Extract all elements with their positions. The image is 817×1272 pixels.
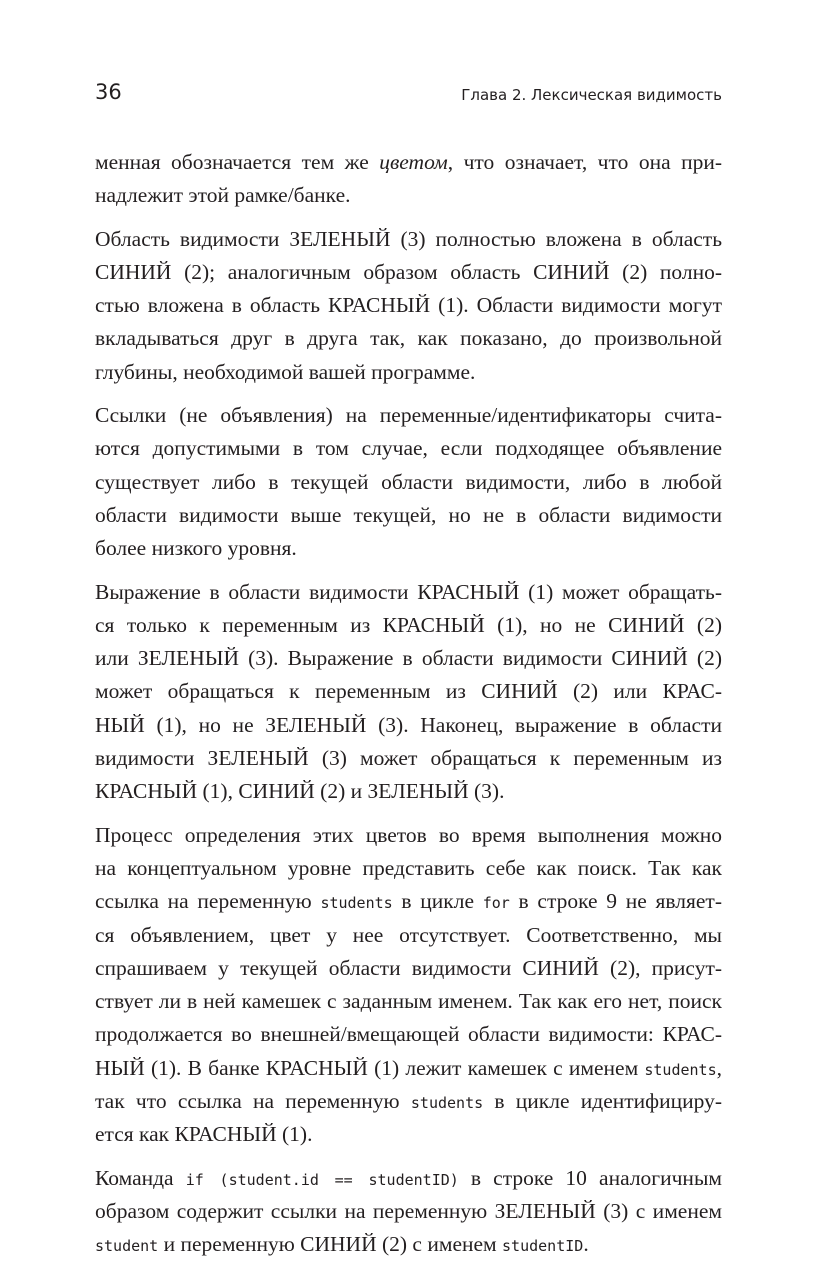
paragraph — [95, 399, 722, 565]
text-line — [95, 322, 722, 355]
text-segment: более низкого уровня. — [95, 536, 297, 561]
text-line — [95, 642, 722, 675]
text-line — [95, 985, 722, 1018]
text-segment: в цикле идентифициру- — [483, 1089, 723, 1114]
text-line — [95, 223, 722, 256]
text-segment: ются допустимыми в том случае, если подходящее объявление — [95, 436, 722, 461]
text-line — [95, 1228, 722, 1261]
paragraph — [95, 1162, 722, 1262]
text-segment: НЫЙ (1). В банке КРАСНЫЙ (1) лежит камешек с именем — [95, 1055, 645, 1080]
text-segment: ся объявлением, цвет у нее отсутствует. Соответственно, мы — [95, 922, 722, 947]
text-segment: надлежит этой рамке/банке. — [95, 183, 351, 208]
emphasis: цветом — [379, 150, 448, 174]
text-segment: КРАСНЫЙ (1), СИНИЙ (2) и ЗЕЛЕНЫЙ (3). — [95, 779, 505, 804]
text-segment: в строке 10 аналогичным — [458, 1165, 722, 1190]
page-body — [95, 146, 722, 1272]
text-line — [95, 466, 722, 499]
paragraph — [95, 146, 722, 213]
text-segment: ся только к переменным из КРАСНЫЙ (1), но не СИНИЙ (2) — [95, 612, 722, 637]
text-segment: спрашиваем у текущей области видимости СИНИЙ (2), присут- — [95, 955, 722, 980]
text-line — [95, 1085, 722, 1118]
text-line — [95, 852, 722, 885]
inline-code: students — [320, 894, 393, 913]
text-segment: , что означает, что она при- — [447, 150, 722, 174]
text-segment: НЫЙ (1), но не ЗЕЛЕНЫЙ (3). Наконец, выражение в области — [95, 712, 722, 737]
inline-code: student — [95, 1237, 159, 1256]
text-line — [95, 885, 722, 918]
text-line — [95, 356, 722, 389]
text-line — [95, 1118, 722, 1151]
text-segment: так что ссылка на переменную — [95, 1089, 411, 1114]
text-line — [95, 675, 722, 708]
text-segment: . — [583, 1232, 589, 1257]
text-line — [95, 576, 722, 609]
text-line — [95, 399, 722, 432]
text-line — [95, 256, 722, 289]
text-line — [95, 819, 722, 852]
text-segment: в строке 9 не являет- — [509, 889, 722, 914]
text-line — [95, 179, 722, 212]
text-segment: менная обозначается тем же — [95, 150, 380, 174]
text-segment: области видимости выше текущей, но не в области видимости — [95, 502, 722, 527]
text-line — [95, 709, 722, 742]
text-segment: продолжается во внешней/вмещающей области видимости: КРАС- — [95, 1022, 722, 1047]
inline-code: students — [644, 1060, 717, 1079]
text-line — [95, 609, 722, 642]
text-segment: или ЗЕЛЕНЫЙ (3). Выражение в области видимости СИНИЙ (2) — [95, 646, 722, 671]
page-number: 36 — [95, 80, 122, 104]
text-segment: Команда — [95, 1165, 186, 1190]
inline-code: studentID — [502, 1237, 584, 1256]
text-segment: Область видимости ЗЕЛЕНЫЙ (3) полностью вложена в область — [95, 226, 722, 251]
text-segment: в цикле — [392, 889, 483, 914]
text-segment: может обращаться к переменным из СИНИЙ (2) или КРАС- — [95, 679, 722, 704]
paragraph — [95, 223, 722, 389]
running-title: Глава 2. Лексическая видимость — [461, 86, 722, 104]
text-segment: глубины, необходимой вашей программе. — [95, 359, 476, 384]
text-segment: СИНИЙ (2); аналогичным образом область СИНИЙ (2) полно- — [95, 259, 722, 284]
text-segment: и переменную СИНИЙ (2) с именем — [158, 1232, 503, 1257]
text-segment: на концептуальном уровне представить себе как поиск. Так как — [95, 855, 722, 880]
text-line — [95, 1162, 722, 1195]
text-segment: Выражение в области видимости КРАСНЫЙ (1) может обращать- — [95, 579, 722, 604]
text-line — [95, 1018, 722, 1051]
text-segment: образом содержит ссылки на переменную ЗЕЛЕНЫЙ (3) с именем — [95, 1198, 722, 1223]
text-line — [95, 742, 722, 775]
text-segment: ствует ли в ней камешек с заданным именем. Так как его нет, поиск — [95, 989, 722, 1014]
text-line — [95, 499, 722, 532]
paragraph — [95, 819, 722, 1152]
text-line — [95, 775, 722, 808]
text-segment: ется как КРАСНЫЙ (1). — [95, 1122, 313, 1147]
text-segment: стью вложена в область КРАСНЫЙ (1). Области видимости могут — [95, 293, 722, 318]
text-line — [95, 432, 722, 465]
text-line — [95, 289, 722, 322]
text-line — [95, 952, 722, 985]
text-line — [95, 1052, 722, 1085]
text-line — [95, 919, 722, 952]
text-segment: существует либо в текущей области видимости, либо в любой — [95, 469, 722, 494]
text-line — [95, 146, 722, 179]
inline-code: students — [410, 1094, 484, 1113]
text-segment: видимости ЗЕЛЕНЫЙ (3) может обращаться к переменным из — [95, 746, 722, 771]
text-segment: Процесс определения этих цветов во время выполнения можно — [95, 822, 722, 847]
inline-code: for — [482, 894, 510, 913]
inline-code: if (student.id == studentID) — [185, 1170, 459, 1189]
text-segment: Ссылки (не объявления) на переменные/идентификаторы счита- — [95, 403, 722, 428]
text-segment: вкладываться друг в друга так, как показано, до произвольной — [95, 326, 722, 351]
text-segment: ссылка на переменную — [95, 889, 321, 914]
text-line — [95, 532, 722, 565]
text-segment: , — [716, 1055, 722, 1080]
paragraph — [95, 576, 722, 809]
